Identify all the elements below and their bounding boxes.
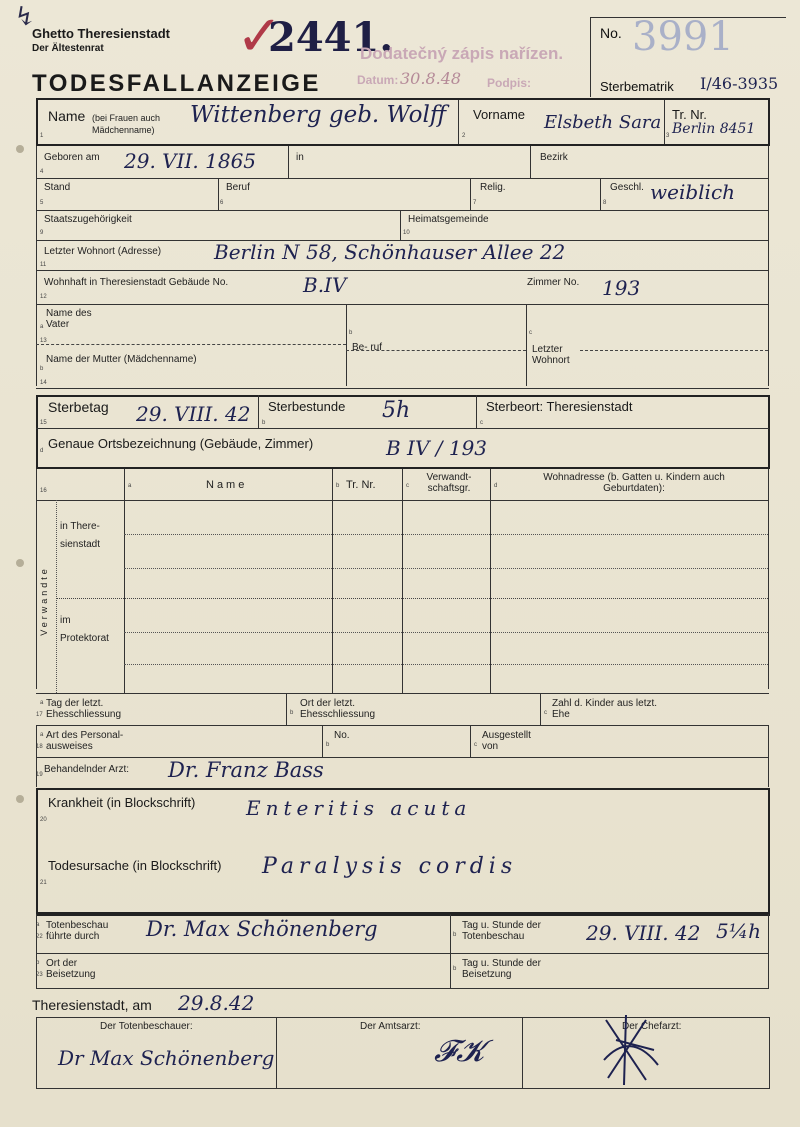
totenbeschau-label: Totenbeschau führte durch (46, 920, 109, 942)
punch-hole (16, 559, 24, 567)
punch-hole (16, 795, 24, 803)
parents-wohnort-label: Letzter Wohnort (532, 344, 570, 366)
relatives-col-name: Name (206, 479, 248, 491)
relatives-in-there: in There- sienstadt (60, 521, 101, 550)
stamp-datum-value: 30.8.48 (400, 69, 462, 88)
orts-value: B IV / 193 (386, 436, 488, 460)
totenbeschau-tag-label: Tag u. Stunde der Totenbeschau (462, 920, 541, 942)
sig1-label: Der Totenbeschauer: (100, 1021, 193, 1032)
arzt-value: Dr. Franz Bass (168, 758, 324, 782)
ursache-value: Paralysis cordis (262, 854, 518, 879)
place-date-value: 29.8.42 (178, 991, 255, 1015)
krankheit-label: Krankheit (in Blockschrift) (48, 795, 196, 810)
ursache-label: Todesursache (in Blockschrift) (48, 858, 222, 873)
in-label: in (296, 152, 304, 163)
form-title: TODESFALLANZEIGE (32, 70, 321, 97)
gebaeude-label: Wohnhaft in Theresienstadt Gebäude No. (44, 277, 229, 288)
arzt-label: Behandelnder Arzt: (44, 764, 130, 775)
relig-label: Relig. (480, 182, 506, 193)
vorname-label: Vorname (473, 107, 526, 122)
stamp-podpis-label: Podpis: (487, 76, 531, 90)
zimmer-value: 193 (602, 276, 641, 300)
document-page: ↯ Ghetto Theresienstadt Der Ältestenrat TODESFALLANZEIGE 2441. ✓ Dodatečný zápis nařízen. Datum: 30.8.48 Podpis: No. 3991 Sterbematrik I/46-3935 Name (bei Frauen auch Mädchenname) 1 Wittenberg geb. Wolff Vorname 2 Elsbeth Sara Tr. Nr. 3 Berlin 8451 Geboren am 4 29. VII. 1865 in Bezirk Stand 5 Beruf 6 Relig. 7 Geschl. 8 weiblich Staatszugehörigkeit 9 Heimatsgemeinde 10 Letzter Wohnort (Adresse) 11 Berlin N 58, Schönhauser Allee 22 Wohnhaft in Theresienstadt Gebäude No. 12 B.IV Zimmer No. 193 Name des Vater a 13 Name der Mutter (Mädchenname) b 14 Be- ruf b Letzter Wohnort c Sterbetag 15 29. VIII. 42 Sterbestunde b 5h Sterbeort: Theresienstadt c d Genaue Ortsbezeichnung (Gebäude, Zimmer) B IV / 193 16 a Name b Tr. Nr. c Verwandt- schaftsgr. d Wohnadresse (b. Gatten u. Kindern auch Geburtdaten): Verwandte in There- sienstadt im Protektorat a Tag der letzt. Ehesschliessung 17 b Ort der letzt. Ehesschliessung c Zahl d. Kinder aus letzt. Ehe a Art des Personal- ausweises 18 b No. c Ausgestellt von 19 Behandelnder Arzt: Dr. Franz Bass Krankheit (in Blockschrift) 20 Enteritis acuta Todesursache (in Blockschrift) 21 Paralysis cordis a Totenbeschau führte durch 22 Dr. Max Schönenberg b Tag u. Stunde der Totenbeschau 29. VIII. 42 5¼h b Ort der Beisetzung 23 b Tag u. Stunde der Beisetzung Theresienstadt, am 29.8.42 Der Totenbeschauer: Dr Max Schönenberg Der Amtsarzt: 𝓕𝓚 Der Chefarzt: (0, 0, 800, 1127)
sterbeort-label: Sterbeort: Theresienstadt (486, 399, 633, 414)
red-check-mark: ✓ (236, 4, 283, 69)
place-label: Theresienstadt, am (32, 997, 152, 1013)
ausweis-ausgestellt-label: Ausgestellt von (482, 730, 531, 752)
marriage-kinder-label: Zahl d. Kinder aus letzt. Ehe (552, 698, 658, 720)
mutter-label: Name der Mutter (Mädchenname) (46, 354, 197, 365)
no-label: No. (600, 25, 622, 41)
handwritten-number: 2441. (268, 14, 394, 61)
krankheit-value: Enteritis acuta (246, 796, 472, 820)
trnr-label: Tr. Nr. (672, 107, 707, 122)
org-line-2: Der Ältestenrat (32, 43, 104, 54)
totenbeschau-value: Dr. Max Schönenberg (146, 917, 378, 941)
name-label: Name (48, 108, 86, 124)
geschl-value: weiblich (650, 180, 736, 204)
bezirk-label: Bezirk (540, 152, 568, 163)
stand-label: Stand (44, 182, 71, 193)
sterbestunde-value: 5h (382, 398, 411, 423)
sterbematrik-label: Sterbematrik (600, 79, 674, 94)
sig1-value: Dr Max Schönenberg (58, 1046, 275, 1070)
name-value: Wittenberg geb. Wolff (190, 102, 447, 128)
relatives-side-label: Verwandte (39, 566, 49, 636)
beisetzung-tag-label: Tag u. Stunde der Beisetzung (462, 958, 541, 980)
stamp-datum-label: Datum: (357, 73, 399, 87)
gebaeude-value: B.IV (303, 273, 347, 297)
marriage-ort-label: Ort der letzt. Ehesschliessung (300, 698, 376, 720)
ausweis-art-label: Art des Personal- ausweises (46, 730, 124, 752)
parents-beruf-label: Be- ruf (352, 342, 383, 353)
totenbeschau-stunde-value: 5¼h (716, 919, 761, 943)
sig2-label: Der Amtsarzt: (360, 1021, 421, 1032)
zimmer-label: Zimmer No. (527, 277, 580, 288)
punch-hole (16, 145, 24, 153)
trnr-value: Berlin 8451 (672, 121, 756, 137)
beruf-label: Beruf (226, 182, 250, 193)
relatives-im-prot: im Protektorat (60, 615, 109, 644)
geschl-label: Geschl. (610, 182, 644, 193)
sterbestunde-label: Sterbestunde (268, 399, 346, 414)
sig3-label: Der Chefarzt: (622, 1021, 682, 1032)
heimat-label: Heimatsgemeinde (408, 214, 489, 225)
marriage-tag-label: Tag der letzt. Ehesschliessung (46, 698, 122, 720)
wohnort-label: Letzter Wohnort (Adresse) (44, 246, 162, 257)
sterbetag-label: Sterbetag (48, 399, 109, 415)
wohnort-value: Berlin N 58, Schönhauser Allee 22 (214, 240, 566, 264)
orts-label: Genaue Ortsbezeichnung (Gebäude, Zimmer) (48, 436, 314, 451)
sterbetag-value: 29. VIII. 42 (136, 402, 251, 426)
corner-mark: ↯ (14, 2, 36, 32)
org-line-1: Ghetto Theresienstadt (32, 26, 170, 41)
vater-label: Name des Vater (46, 308, 92, 330)
relatives-col-verwandt: Verwandt- schaftsgr. (426, 472, 472, 494)
no-value: 3991 (632, 14, 734, 60)
stamp-text: Dodatečný zápis nařízen. (360, 44, 564, 63)
relatives-col-trnr: Tr. Nr. (346, 479, 376, 491)
sig2-signature: 𝓕𝓚 (434, 1034, 485, 1069)
sig3-signature (596, 1010, 666, 1090)
sterbematrik-value: I/46-3935 (700, 74, 779, 93)
ausweis-no-label: No. (334, 730, 350, 741)
totenbeschau-tag-value: 29. VIII. 42 (586, 921, 701, 945)
beisetzung-ort-label: Ort der Beisetzung (46, 958, 96, 980)
vorname-value: Elsbeth Sara (544, 112, 662, 133)
relatives-col-adresse: Wohnadresse (b. Gatten u. Kindern auch Geburtdaten): (543, 472, 725, 494)
geboren-value: 29. VII. 1865 (124, 149, 257, 173)
name-label-small: (bei Frauen auch Mädchenname) (92, 113, 161, 135)
staat-label: Staatszugehörigkeit (44, 214, 132, 225)
geboren-label: Geboren am (44, 152, 100, 163)
